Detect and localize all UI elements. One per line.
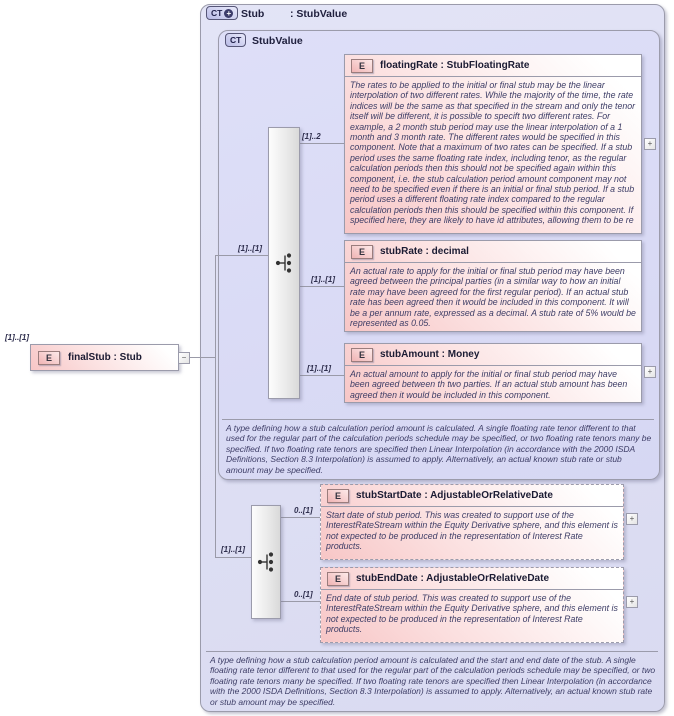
choice-connector xyxy=(268,127,300,399)
element-icon: E xyxy=(351,245,373,259)
element-icon: E xyxy=(351,59,373,73)
connector-line xyxy=(279,601,320,602)
element-stubrate-title: stubRate : decimal xyxy=(380,246,469,257)
sequence-connector xyxy=(251,505,281,619)
divider xyxy=(206,651,658,652)
root-cardinality-label: [1]..[1] xyxy=(5,333,29,342)
connector-line xyxy=(215,255,268,256)
expand-toggle[interactable]: + xyxy=(626,513,638,525)
element-floatingrate[interactable] xyxy=(344,54,642,234)
expand-toggle[interactable]: + xyxy=(644,366,656,378)
element-icon: E xyxy=(38,351,60,365)
element-finalstub-title: finalStub : Stub xyxy=(68,352,142,363)
connector-line xyxy=(298,375,344,376)
element-floatingrate-annotation: The rates to be applied to the initial or final stub may be the linear interpolation of two different rates. While the majority of the time, the rate indices will be the same as that specified in the stream and only the tenor itself will be different, it is possible to specift two different rates. For example, a 2 month stub period may use the linear interpolation of a 1 month and 3 month rate. The different rates would be specified in this component. Note that a maximum of two rates can be specified. If a stub period uses the same floating rate index, including tenor, as the regular calculation periods then this should not be specified again within this component, i.e. the stub calculation period amount component may not need to be specified even if there is an initial or final stub period. If a stub period uses a different floating rate index compared to the regular calculation periods then this should be specified within this component. If specified here, they are likely to have id attributes, allowing them to be re xyxy=(350,80,636,226)
stubvalue-title: StubValue xyxy=(252,35,303,47)
complextype-plus-icon[interactable] xyxy=(206,6,238,20)
stubvalue-group-cardinality-label: [1]..[1] xyxy=(238,244,262,253)
expand-toggle[interactable]: + xyxy=(626,596,638,608)
element-stubenddate-title: stubEndDate : AdjustableOrRelativeDate xyxy=(356,573,550,584)
element-stubstartdate-annotation: Start date of stub period. This was created to support use of the InterestRateStream within the Equity Derivative sphere, and this element is not expected to be produced in the representation of Interest Rate products. xyxy=(326,510,618,552)
element-floatingrate-title: floatingRate : StubFloatingRate xyxy=(380,60,530,71)
divider xyxy=(222,419,654,420)
stubrate-cardinality-label: [1]..[1] xyxy=(311,275,335,284)
complextype-icon[interactable] xyxy=(225,33,246,47)
element-icon: E xyxy=(327,572,349,586)
stubamount-cardinality-label: [1]..[1] xyxy=(307,364,331,373)
element-stubstartdate[interactable] xyxy=(320,484,624,560)
connector-line xyxy=(298,143,344,144)
connector-line xyxy=(215,557,252,558)
element-stubamount[interactable] xyxy=(344,343,642,403)
sequence-icon xyxy=(257,551,275,573)
element-stubenddate[interactable] xyxy=(320,567,624,643)
stub-title-name: Stub xyxy=(241,8,265,20)
connector-line xyxy=(188,357,215,358)
element-stubstartdate-title: stubStartDate : AdjustableOrRelativeDate xyxy=(356,490,553,501)
choice-icon xyxy=(275,252,293,274)
date-group-cardinality-label: [1]..[1] xyxy=(221,545,245,554)
connector-line xyxy=(279,517,320,518)
element-stubrate-annotation: An actual rate to apply for the initial or final stub period may have been agreed between the principal parties (in a similar way to how an initial rate may have been agreed for the first regular period). If an actual stub rate has been agreed then it would be included in this component. It will be a per annum rate, expressed as a decimal. A stub rate of 5% would be represented as 0.05. xyxy=(350,266,636,329)
ct-badge-label: CT xyxy=(211,8,223,18)
element-stubamount-annotation: An actual amount to apply for the initial or final stub period may have been agreed between th two parties. If an actual stub amount has been agreed then it would be included in this component. xyxy=(350,369,628,400)
stubstartdate-cardinality-label: 0..[1] xyxy=(294,506,313,515)
collapse-toggle[interactable]: − xyxy=(178,352,190,364)
stub-annotation: A type defining how a stub calculation period amount is calculated and the start and end date of the stub. A single floating rate tenor different to that used for the regular part of the calculation periods schedule may be specified, or two floating rate tenors many be specified. If two floating rate tenors are specified then Linear Interpolation (in accordance with the 2000 ISDA Definitions, Section 8.3 Interpolation) is assumed to apply. Alternatively, an actual known stub rate or stub amount may be specified. xyxy=(210,655,656,707)
stubvalue-annotation: A type defining how a stub calculation period amount is calculated. A single floating rate tenor different to that used for the regular part of the calculation periods schedule may be specified, or two floating rate tenors many be specified. If two floating rate tenors are specified then Linear Interpolation (in accordance with the 2000 ISDA Definitions, Section 8.3 Interpolation) is assumed to apply. Alternatively, an actual known stub rate or stub amount may be specified. xyxy=(226,423,652,475)
stub-title-type: : StubValue xyxy=(290,8,348,20)
ct-badge-label: CT xyxy=(230,35,242,45)
element-stubenddate-annotation: End date of stub period. This was created to support use of the InterestRateStream within the Equity Derivative sphere, and this element is not expected to be produced in the representation of Interest Rate products. xyxy=(326,593,618,635)
element-stubamount-title: stubAmount : Money xyxy=(380,349,480,360)
floatingrate-cardinality-label: [1]..2 xyxy=(302,132,321,141)
stubenddate-cardinality-label: 0..[1] xyxy=(294,590,313,599)
expand-toggle[interactable]: + xyxy=(644,138,656,150)
connector-line xyxy=(215,255,216,558)
element-finalstub[interactable] xyxy=(30,344,179,371)
element-icon: E xyxy=(351,348,373,362)
plus-circle-icon: + xyxy=(224,9,233,18)
connector-line xyxy=(298,286,344,287)
element-icon: E xyxy=(327,489,349,503)
element-stubrate[interactable] xyxy=(344,240,642,332)
